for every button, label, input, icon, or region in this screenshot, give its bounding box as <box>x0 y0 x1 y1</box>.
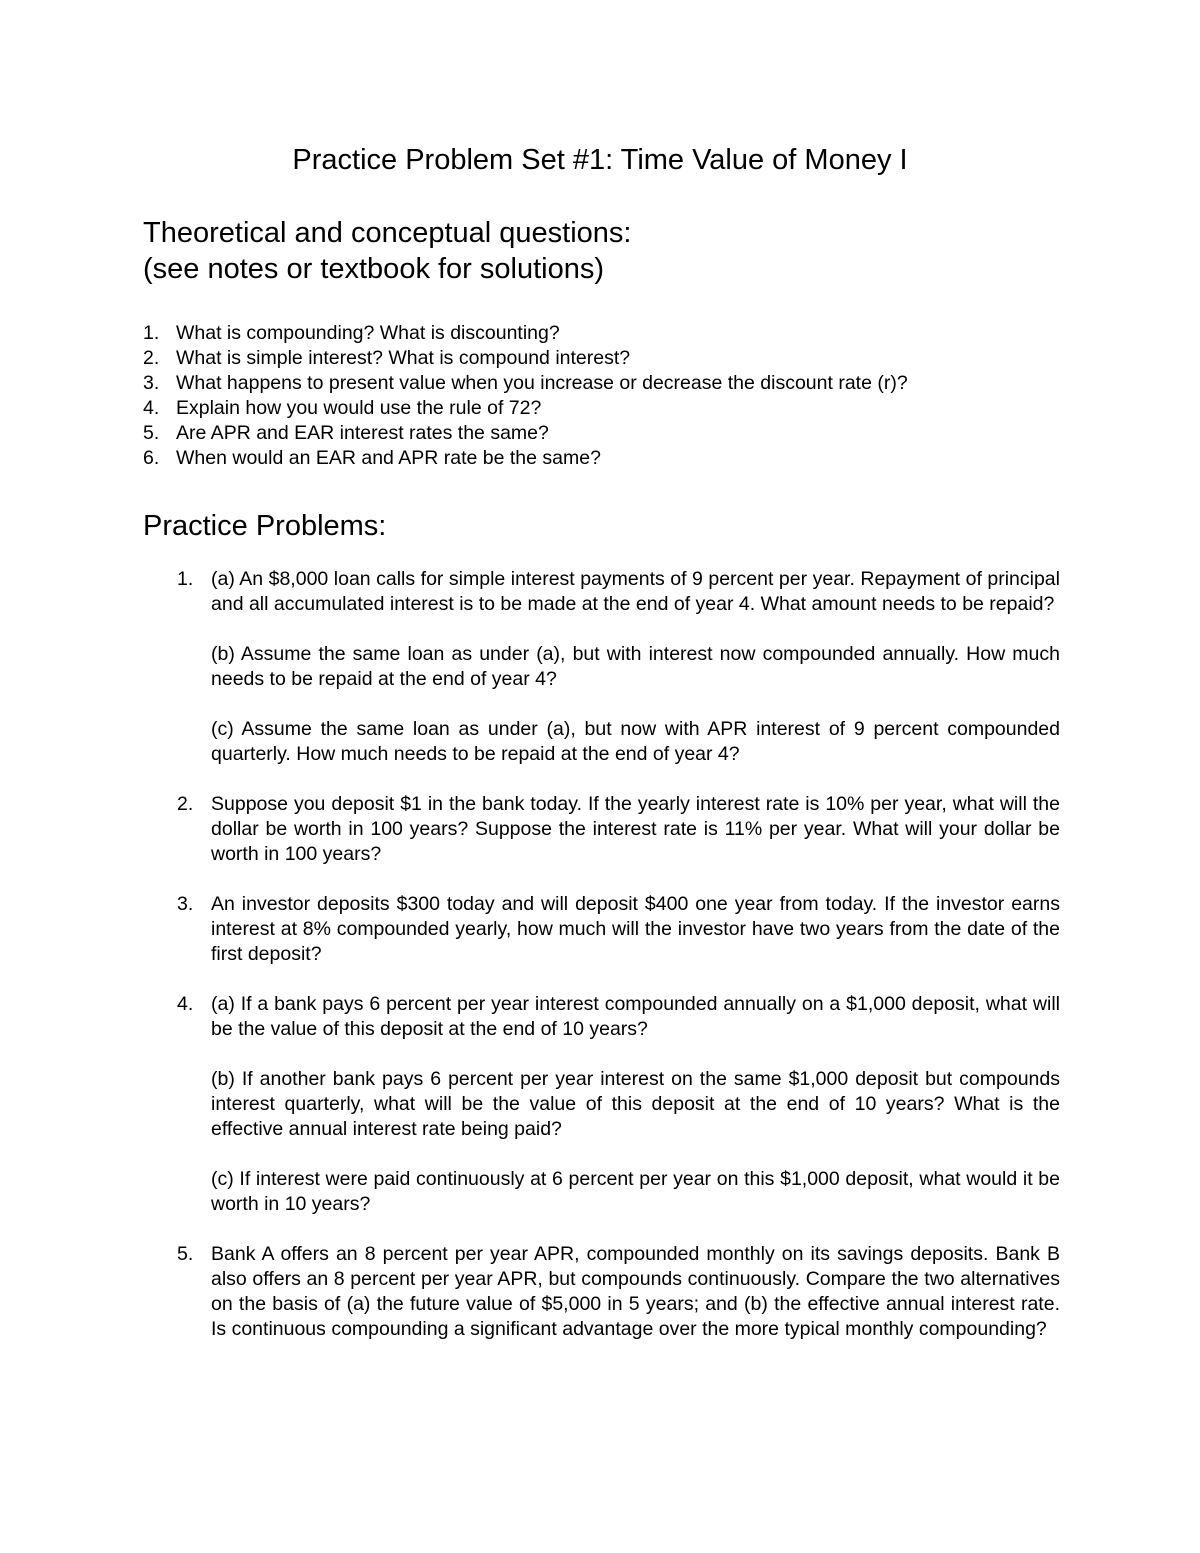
problem-number: 2. <box>177 793 194 815</box>
problem-item <box>143 992 1060 1217</box>
problem-item <box>143 1242 1060 1342</box>
list-item <box>143 446 908 471</box>
list-item-text: Explain how you would use the rule of 72? <box>176 397 542 419</box>
list-item <box>143 371 908 396</box>
theory-question-list <box>143 321 908 471</box>
list-item-number: 3. <box>143 372 160 394</box>
problem-number: 3. <box>177 893 194 915</box>
list-item-number: 4. <box>143 397 160 419</box>
list-item <box>143 421 908 446</box>
list-item-number: 5. <box>143 422 160 444</box>
problem-paragraph: (b) Assume the same loan as under (a), but with interest now compounded annually. How much needs to be repaid at the end of year 4? <box>211 643 1060 690</box>
problem-item <box>143 567 1060 767</box>
problem-paragraph: Bank A offers an 8 percent per year APR, compounded monthly on its savings deposits. Bank B also offers an 8 percent per year APR, but compounds continuously. Compare the two alternatives on the basis of (a) the future value of $5,000 in 5 years; and (b) the effective annual interest rate. Is continuous compounding a significant advantage over the more typical monthly compounding? <box>211 1243 1060 1340</box>
list-item-text: Are APR and EAR interest rates the same? <box>176 422 549 444</box>
problem-item <box>143 892 1060 967</box>
list-item-number: 6. <box>143 447 160 469</box>
problem-paragraph: (a) An $8,000 loan calls for simple interest payments of 9 percent per year. Repayment of principal and all accumulated interest is to be made at the end of year 4. What amount needs to be repaid? <box>211 568 1060 615</box>
theory-heading-line1: Theoretical and conceptual questions: <box>143 217 632 249</box>
problem-number: 1. <box>177 568 194 590</box>
list-item <box>143 321 908 346</box>
problem-number: 5. <box>177 1243 194 1265</box>
theory-heading-line2: (see notes or textbook for solutions) <box>143 253 605 285</box>
practice-problem-list <box>143 567 1060 1342</box>
list-item-number: 2. <box>143 347 160 369</box>
list-item <box>143 396 908 421</box>
problem-paragraph: (a) If a bank pays 6 percent per year interest compounded annually on a $1,000 deposit, what will be the value of this deposit at the end of 10 years? <box>211 993 1060 1040</box>
list-item-text: What is compounding? What is discounting? <box>176 322 560 344</box>
problem-paragraph: (c) Assume the same loan as under (a), but now with APR interest of 9 percent compounded quarterly. How much needs to be repaid at the end of year 4? <box>211 718 1060 765</box>
list-item-text: What happens to present value when you increase or decrease the discount rate (r)? <box>176 372 908 394</box>
practice-heading: Practice Problems: <box>143 510 387 542</box>
list-item-text: What is simple interest? What is compound interest? <box>176 347 631 369</box>
problem-paragraph: (b) If another bank pays 6 percent per year interest on the same $1,000 deposit but compounds interest quarterly, what will be the value of this deposit at the end of 10 years? What is the effective annual interest rate being paid? <box>211 1068 1060 1140</box>
problem-item <box>143 792 1060 867</box>
problem-paragraph: Suppose you deposit $1 in the bank today. If the yearly interest rate is 10% per year, what will the dollar be worth in 100 years? Suppose the interest rate is 11% per year. What will your dollar be worth in 100 years? <box>211 793 1060 865</box>
list-item <box>143 346 908 371</box>
page-title: Practice Problem Set #1: Time Value of Money I <box>292 144 908 176</box>
problem-paragraph: An investor deposits $300 today and will deposit $400 one year from today. If the investor earns interest at 8% compounded yearly, how much will the investor have two years from the date of the first deposit? <box>211 893 1060 965</box>
problem-number: 4. <box>177 993 194 1015</box>
problem-paragraph: (c) If interest were paid continuously at 6 percent per year on this $1,000 deposit, what would it be worth in 10 years? <box>211 1168 1060 1215</box>
list-item-number: 1. <box>143 322 160 344</box>
list-item-text: When would an EAR and APR rate be the same? <box>176 447 601 469</box>
